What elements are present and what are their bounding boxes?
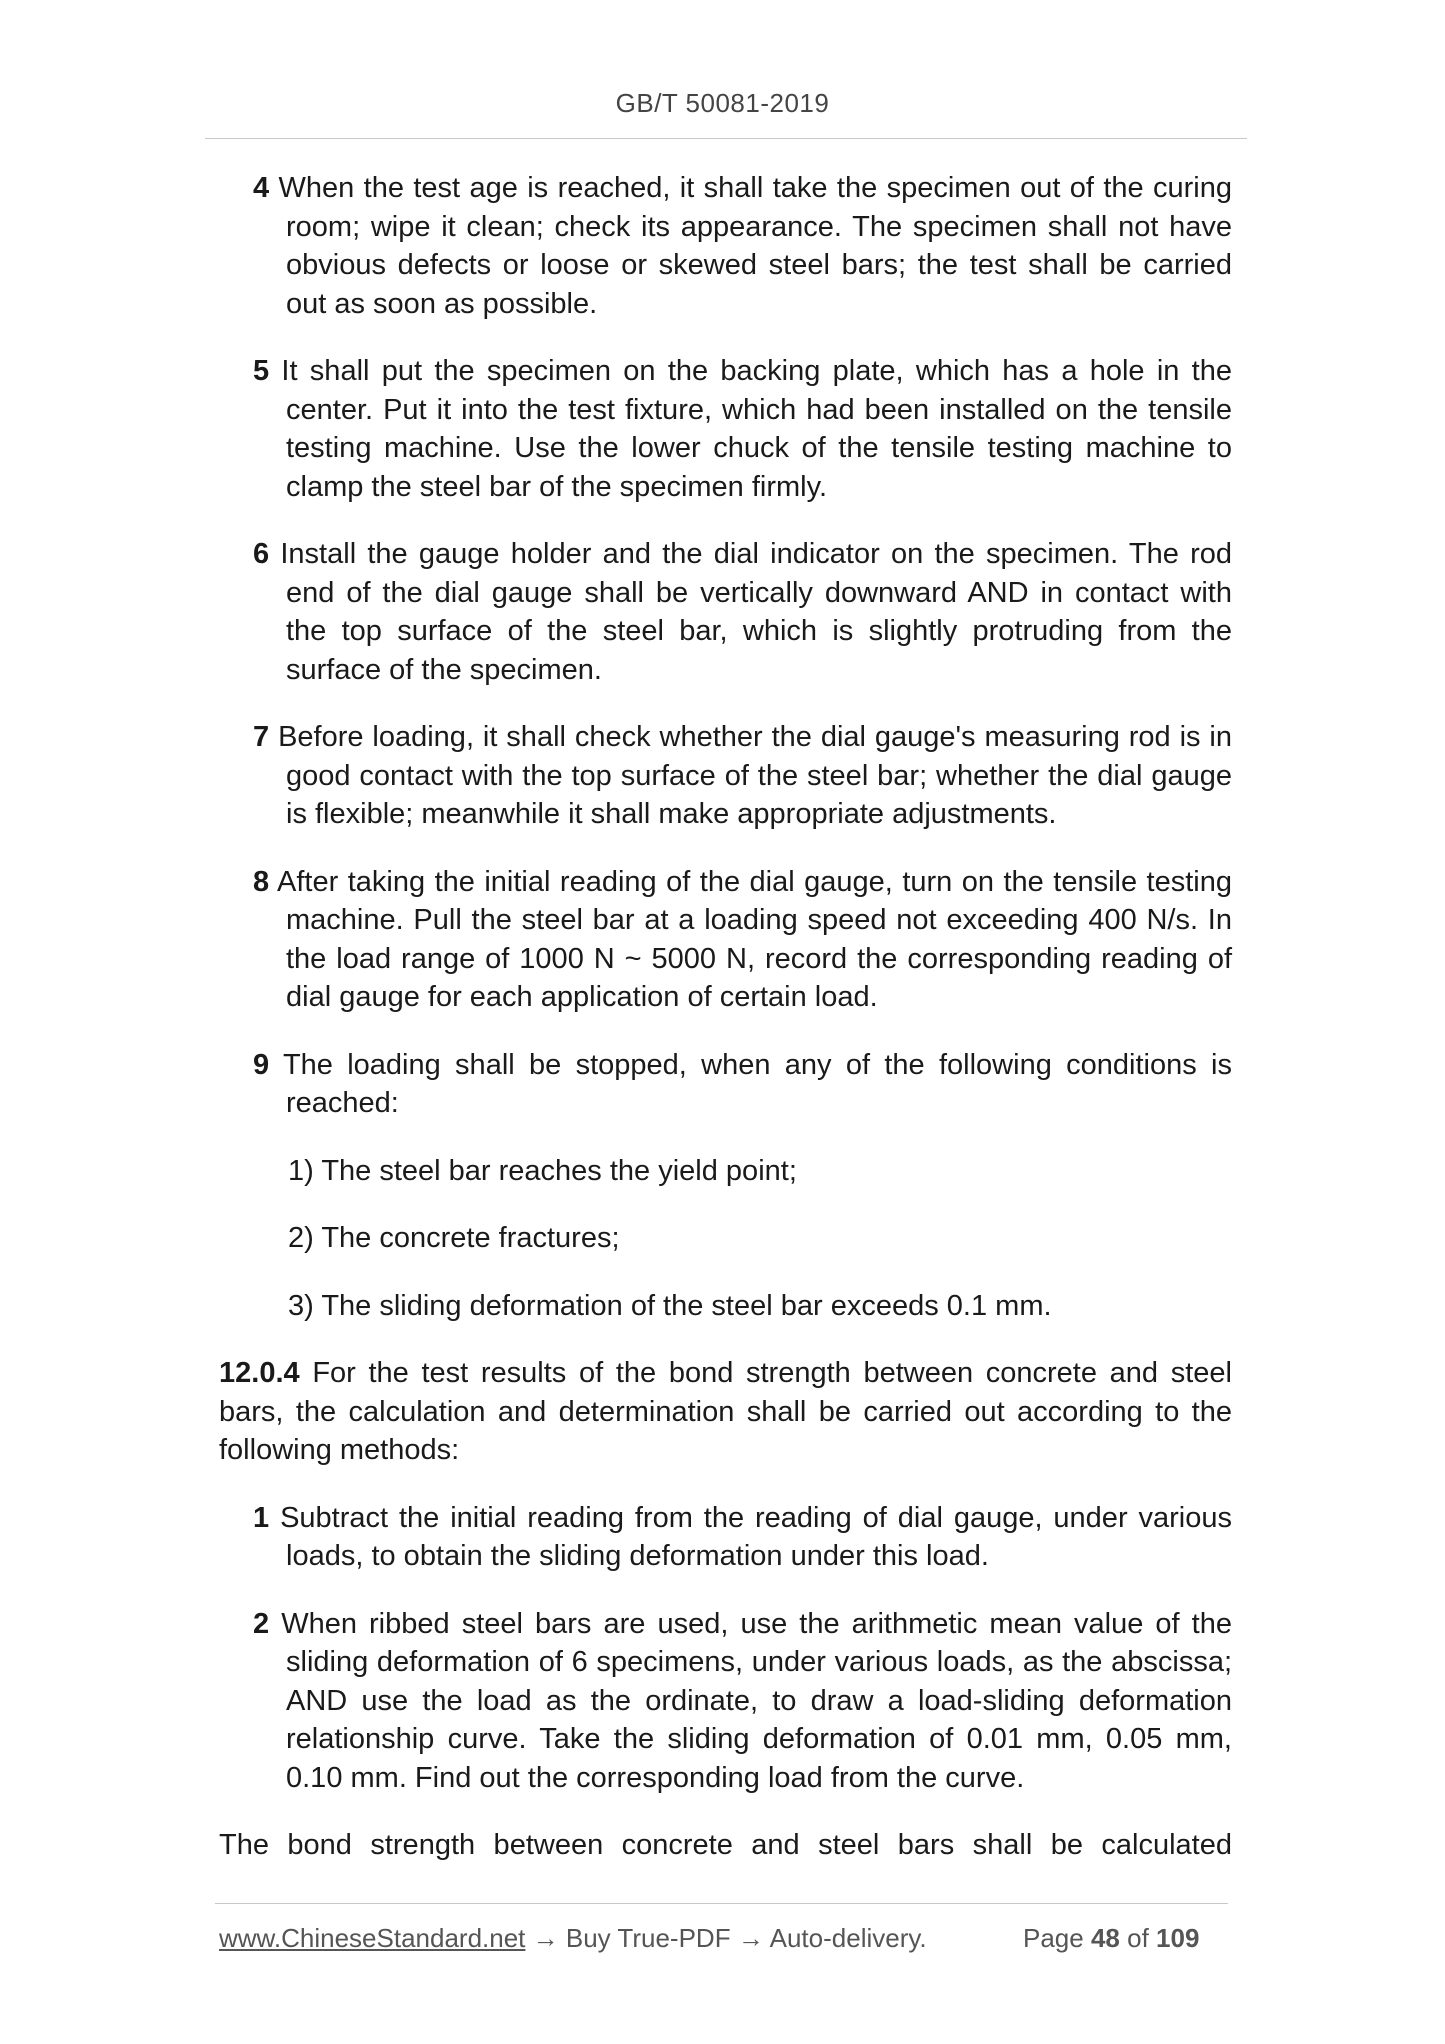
arrow-right-icon: → <box>737 1923 764 1953</box>
list-item <box>253 718 1232 834</box>
sub-list-item: 1) The steel bar reaches the yield point; <box>288 1154 797 1187</box>
item-number: 7 <box>253 721 270 753</box>
item-number: 6 <box>253 538 270 570</box>
item-number: 2 <box>253 1607 270 1640</box>
page-label: Page <box>1023 1923 1084 1953</box>
list-item <box>253 535 1232 689</box>
item-text: After taking the initial reading of the dial gauge, turn on the tensile testing machine. Pull the steel bar at a loading speed not exceeding 400 N/s. In the load range of 1000 N ~ 5000 N, record the corresponding reading of dial gauge for each application of certain load. <box>277 865 1232 1013</box>
clause-number: 12.0.4 <box>219 1357 300 1389</box>
page-header-title: GB/T 50081-2019 <box>615 88 830 118</box>
sub-list-item: 3) The sliding deformation of the steel bar exceeds 0.1 mm. <box>288 1289 1052 1322</box>
continuation-paragraph: The bond strength between concrete and steel bars shall be calculated <box>219 1829 1232 1861</box>
item-text: When the test age is reached, it shall take the specimen out of the curing room; wipe it clean; check its appearance. The specimen shall not have obvious defects or loose or skewed steel bars; the test shall be carried out as soon as possible. <box>278 172 1233 320</box>
item-text: Before loading, it shall check whether the dial gauge's measuring rod is in good contact with the top surface of the steel bar; whether the dial gauge is flexible; meanwhile it shall make appropriate adjustments. <box>278 721 1233 830</box>
website-link[interactable]: www.ChineseStandard.net <box>219 1923 526 1953</box>
total-pages: 109 <box>1156 1923 1200 1953</box>
item-text: The loading shall be stopped, when any of the following conditions is reached: <box>282 1048 1232 1119</box>
footer-divider <box>215 1903 1228 1904</box>
document-body <box>219 169 1232 1865</box>
item-number: 9 <box>253 1048 270 1081</box>
sub-list-item: 2) The concrete fractures; <box>288 1222 620 1254</box>
list-item <box>253 863 1232 1017</box>
item-text: Subtract the initial reading from the reading of dial gauge, under various loads, to obtain the sliding deformation under this load. <box>280 1501 1232 1572</box>
clause-paragraph <box>219 1354 1232 1470</box>
item-text: When ribbed steel bars are used, use the arithmetic mean value of the sliding deformation of 6 specimens, under various loads, as the abscissa; AND use the load as the ordinate, to draw a load-sliding deformation relationship curve. Take the sliding deformation of 0.01 mm, 0.05 mm, 0.10 mm. Find out the corresponding load from the curve. <box>281 1607 1232 1794</box>
list-item <box>253 169 1232 323</box>
footer-buy-text: Buy True-PDF <box>565 1923 731 1953</box>
footer-promo <box>219 1923 927 1954</box>
page-indicator <box>1023 1923 1199 1954</box>
header-divider <box>205 138 1247 139</box>
item-text: Install the gauge holder and the dial indicator on the specimen. The rod end of the dial gauge shall be vertically downward AND in contact with the top surface of the steel bar, which is slightly protruding from the surface of the specimen. <box>280 538 1232 686</box>
item-number: 1 <box>253 1501 270 1534</box>
list-item <box>253 1046 1232 1123</box>
item-number: 5 <box>253 355 270 387</box>
clause-text: For the test results of the bond strength between concrete and steel bars, the calculation and determination shall be carried out according to the following methods: <box>219 1357 1232 1466</box>
footer-delivery-text: Auto-delivery. <box>769 1923 927 1953</box>
page-number: 48 <box>1090 1923 1120 1953</box>
list-item <box>253 1605 1232 1798</box>
arrow-right-icon: → <box>532 1923 559 1953</box>
item-number: 8 <box>253 865 270 898</box>
item-number: 4 <box>253 172 270 204</box>
item-text: It shall put the specimen on the backing plate, which has a hole in the center. Put it into the test fixture, which had been installed on the tensile testing machine. Use the lower chuck of the tensile testing machine to clamp the steel bar of the specimen firmly. <box>281 355 1232 503</box>
list-item <box>253 352 1232 506</box>
list-item <box>253 1499 1232 1576</box>
of-label: of <box>1127 1923 1149 1953</box>
